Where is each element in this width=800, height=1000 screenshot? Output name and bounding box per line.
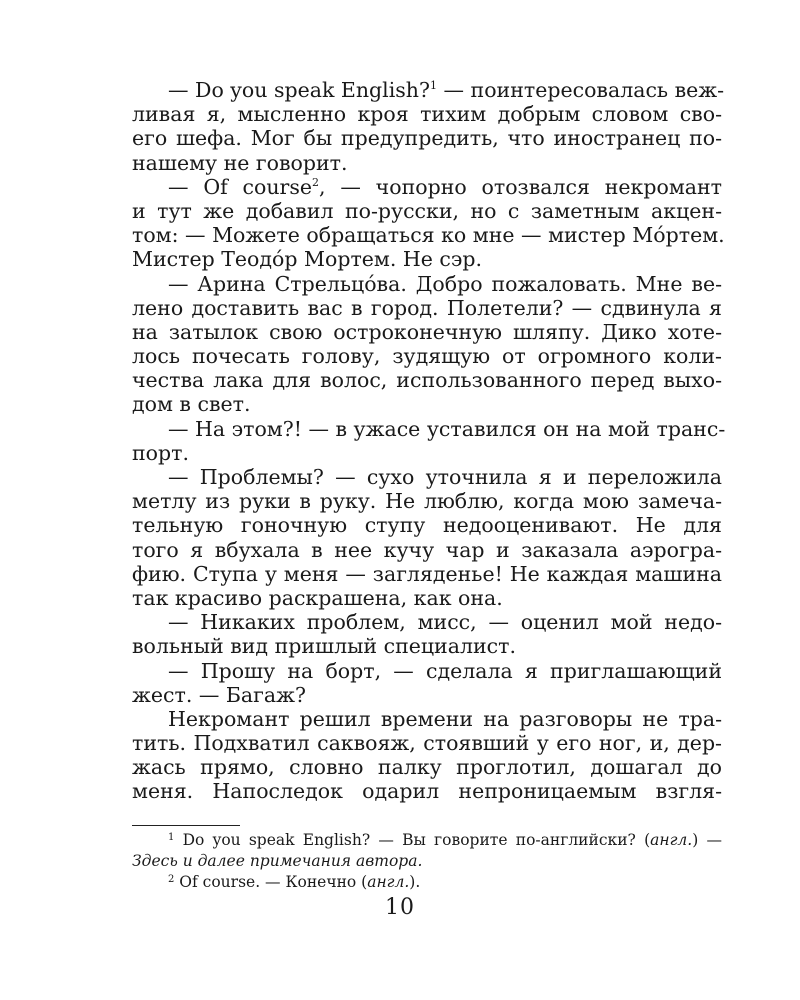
footnote-ref-2[interactable]: 2 [312, 175, 320, 189]
text-line: — Do you speak English?$^1$ — поинтересовалась веж- [168, 78, 725, 102]
footnotes [132, 830, 722, 893]
text-line: его шефа. Мог бы предупредить, что иностранец по- [132, 126, 722, 151]
text-line: Некромант решил времени на разговоры не тра- [168, 706, 722, 731]
text-line: — Проблемы? — сухо уточнила я и переложила [168, 465, 722, 489]
text-line: тить. Подхватил саквояж, стоявший у его ног, и, дер- [132, 731, 722, 756]
body-text [132, 78, 726, 804]
text-line: — Of course$^2$, — чопорно отозвался некромант [168, 174, 722, 199]
footnote-1: $^1$ Do you speak English? — Вы говорите по-английски? (англ.) — [168, 831, 722, 849]
footnote-divider [132, 825, 240, 826]
text-line: — На этом?! — в ужасе уставился он на мой транс- [168, 416, 726, 441]
footnote-ref-1[interactable]: 1 [430, 79, 438, 92]
text-line: на затылок свою остроконечную шляпу. Дико хоте- [132, 319, 722, 344]
text-line: — Никаких проблем, мисс, — оценил мой недо- [168, 610, 722, 635]
footnote-2: $^2$ Of course. — Конечно (англ.). [168, 873, 421, 891]
text-line: так красиво раскрашена, как она. [132, 585, 503, 610]
text-line: вольный вид пришлый специалист. [132, 634, 516, 659]
text-line: Мистер Теодóр Мортем. Не сэр. [132, 247, 483, 272]
text-line: — Арина Стрельцóва. Добро пожаловать. Мне ве- [168, 271, 722, 296]
text-line: лось почесать голову, зудящую от огромного коли- [132, 344, 722, 369]
text-line: меня. Напоследок одарил непроницаемым взгля- [132, 779, 722, 804]
text-line: метлу из руки в руку. Не люблю, когда мою замеча- [132, 489, 722, 514]
text-line: тельную гоночную ступу недооценивают. Не для [132, 513, 722, 538]
text-line: дом в свет. [132, 392, 251, 417]
text-line: том: — Можете обращаться ко мне — мистер Мóртем. [132, 223, 725, 248]
text-line: порт. [132, 440, 189, 465]
text-line: жест. — Багаж? [132, 682, 306, 707]
text-line: ливая я, мысленно кроя тихим добрым словом сво- [132, 102, 722, 127]
page-number: 10 [385, 895, 415, 920]
text-line: чества лака для волос, использованного перед выхо- [132, 368, 722, 393]
footnote-1-continued: Здесь и далее примечания автора. [132, 852, 423, 870]
text-line: и тут же добавил по-русски, но с заметным акцен- [132, 198, 722, 223]
text-line: — Прошу на борт, — сделала я приглашающий [168, 658, 722, 683]
text-line: жась прямо, словно палку проглотил, дошагал до [132, 755, 722, 780]
text-line: того я вбухала в нее кучу чар и заказала аэрогра- [132, 537, 722, 562]
text-line: фию. Ступа у меня — загляденье! Не каждая машина [132, 561, 722, 586]
text-line: нашему не говорит. [132, 150, 348, 175]
text-line: лено доставить вас в город. Полетели? — сдвинула я [132, 295, 722, 320]
